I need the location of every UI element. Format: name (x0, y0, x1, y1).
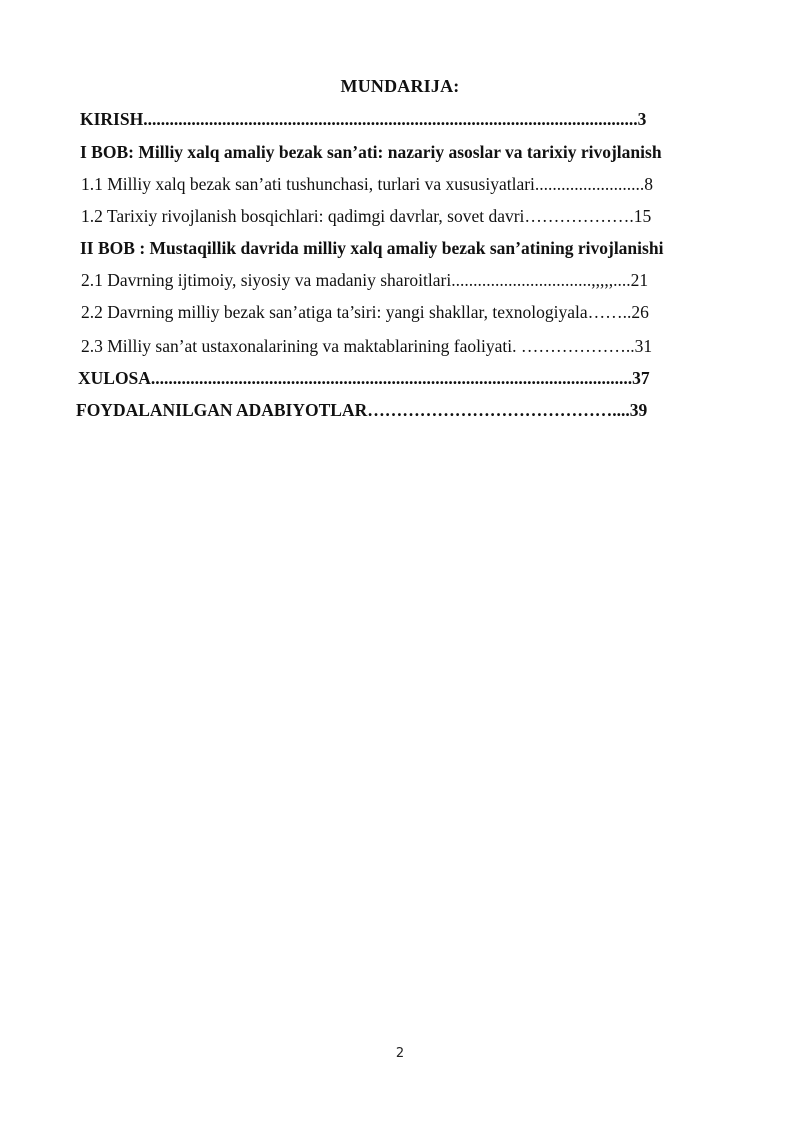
page-number: 2 (395, 1046, 405, 1061)
toc-entry-xulosa: XULOSA..............................................................................................................37 (78, 368, 650, 388)
toc-entry-section-2-1: 2.1 Davrning ijtimoiy, siyosiy va madaniy sharoitlari................................,,,,,....21 (81, 270, 649, 290)
toc-entry-chapter-2: II BOB : Mustaqillik davrida milliy xalq amaliy bezak san’atining rivojlanishi (80, 238, 664, 258)
toc-entry-chapter-1: I BOB: Milliy xalq amaliy bezak san’ati: nazariy asoslar va tarixiy rivojlanish (80, 142, 662, 162)
toc-entry-section-1-2: 1.2 Tarixiy rivojlanish bosqichlari: qadimgi davrlar, sovet davri……………….15 (81, 206, 652, 226)
toc-entry-references: FOYDALANILGAN ADABIYOTLAR……………………………………....39 (76, 400, 648, 420)
toc-entry-section-2-3: 2.3 Milliy san’at ustaxonalarining va maktablarining faoliyati. ………………..31 (81, 336, 653, 356)
toc-entry-section-2-2: 2.2 Davrning milliy bezak san’atiga ta’siri: yangi shakllar, texnologiyala……..26 (81, 302, 649, 322)
toc-entry-section-1-1: 1.1 Milliy xalq bezak san’ati tushunchasi, turlari va xususiyatlari.........................8 (81, 174, 654, 194)
toc-entry-kirish: KIRISH.................................................................................................................3 (80, 109, 647, 129)
page-title: MUNDARIJA: (340, 76, 460, 96)
